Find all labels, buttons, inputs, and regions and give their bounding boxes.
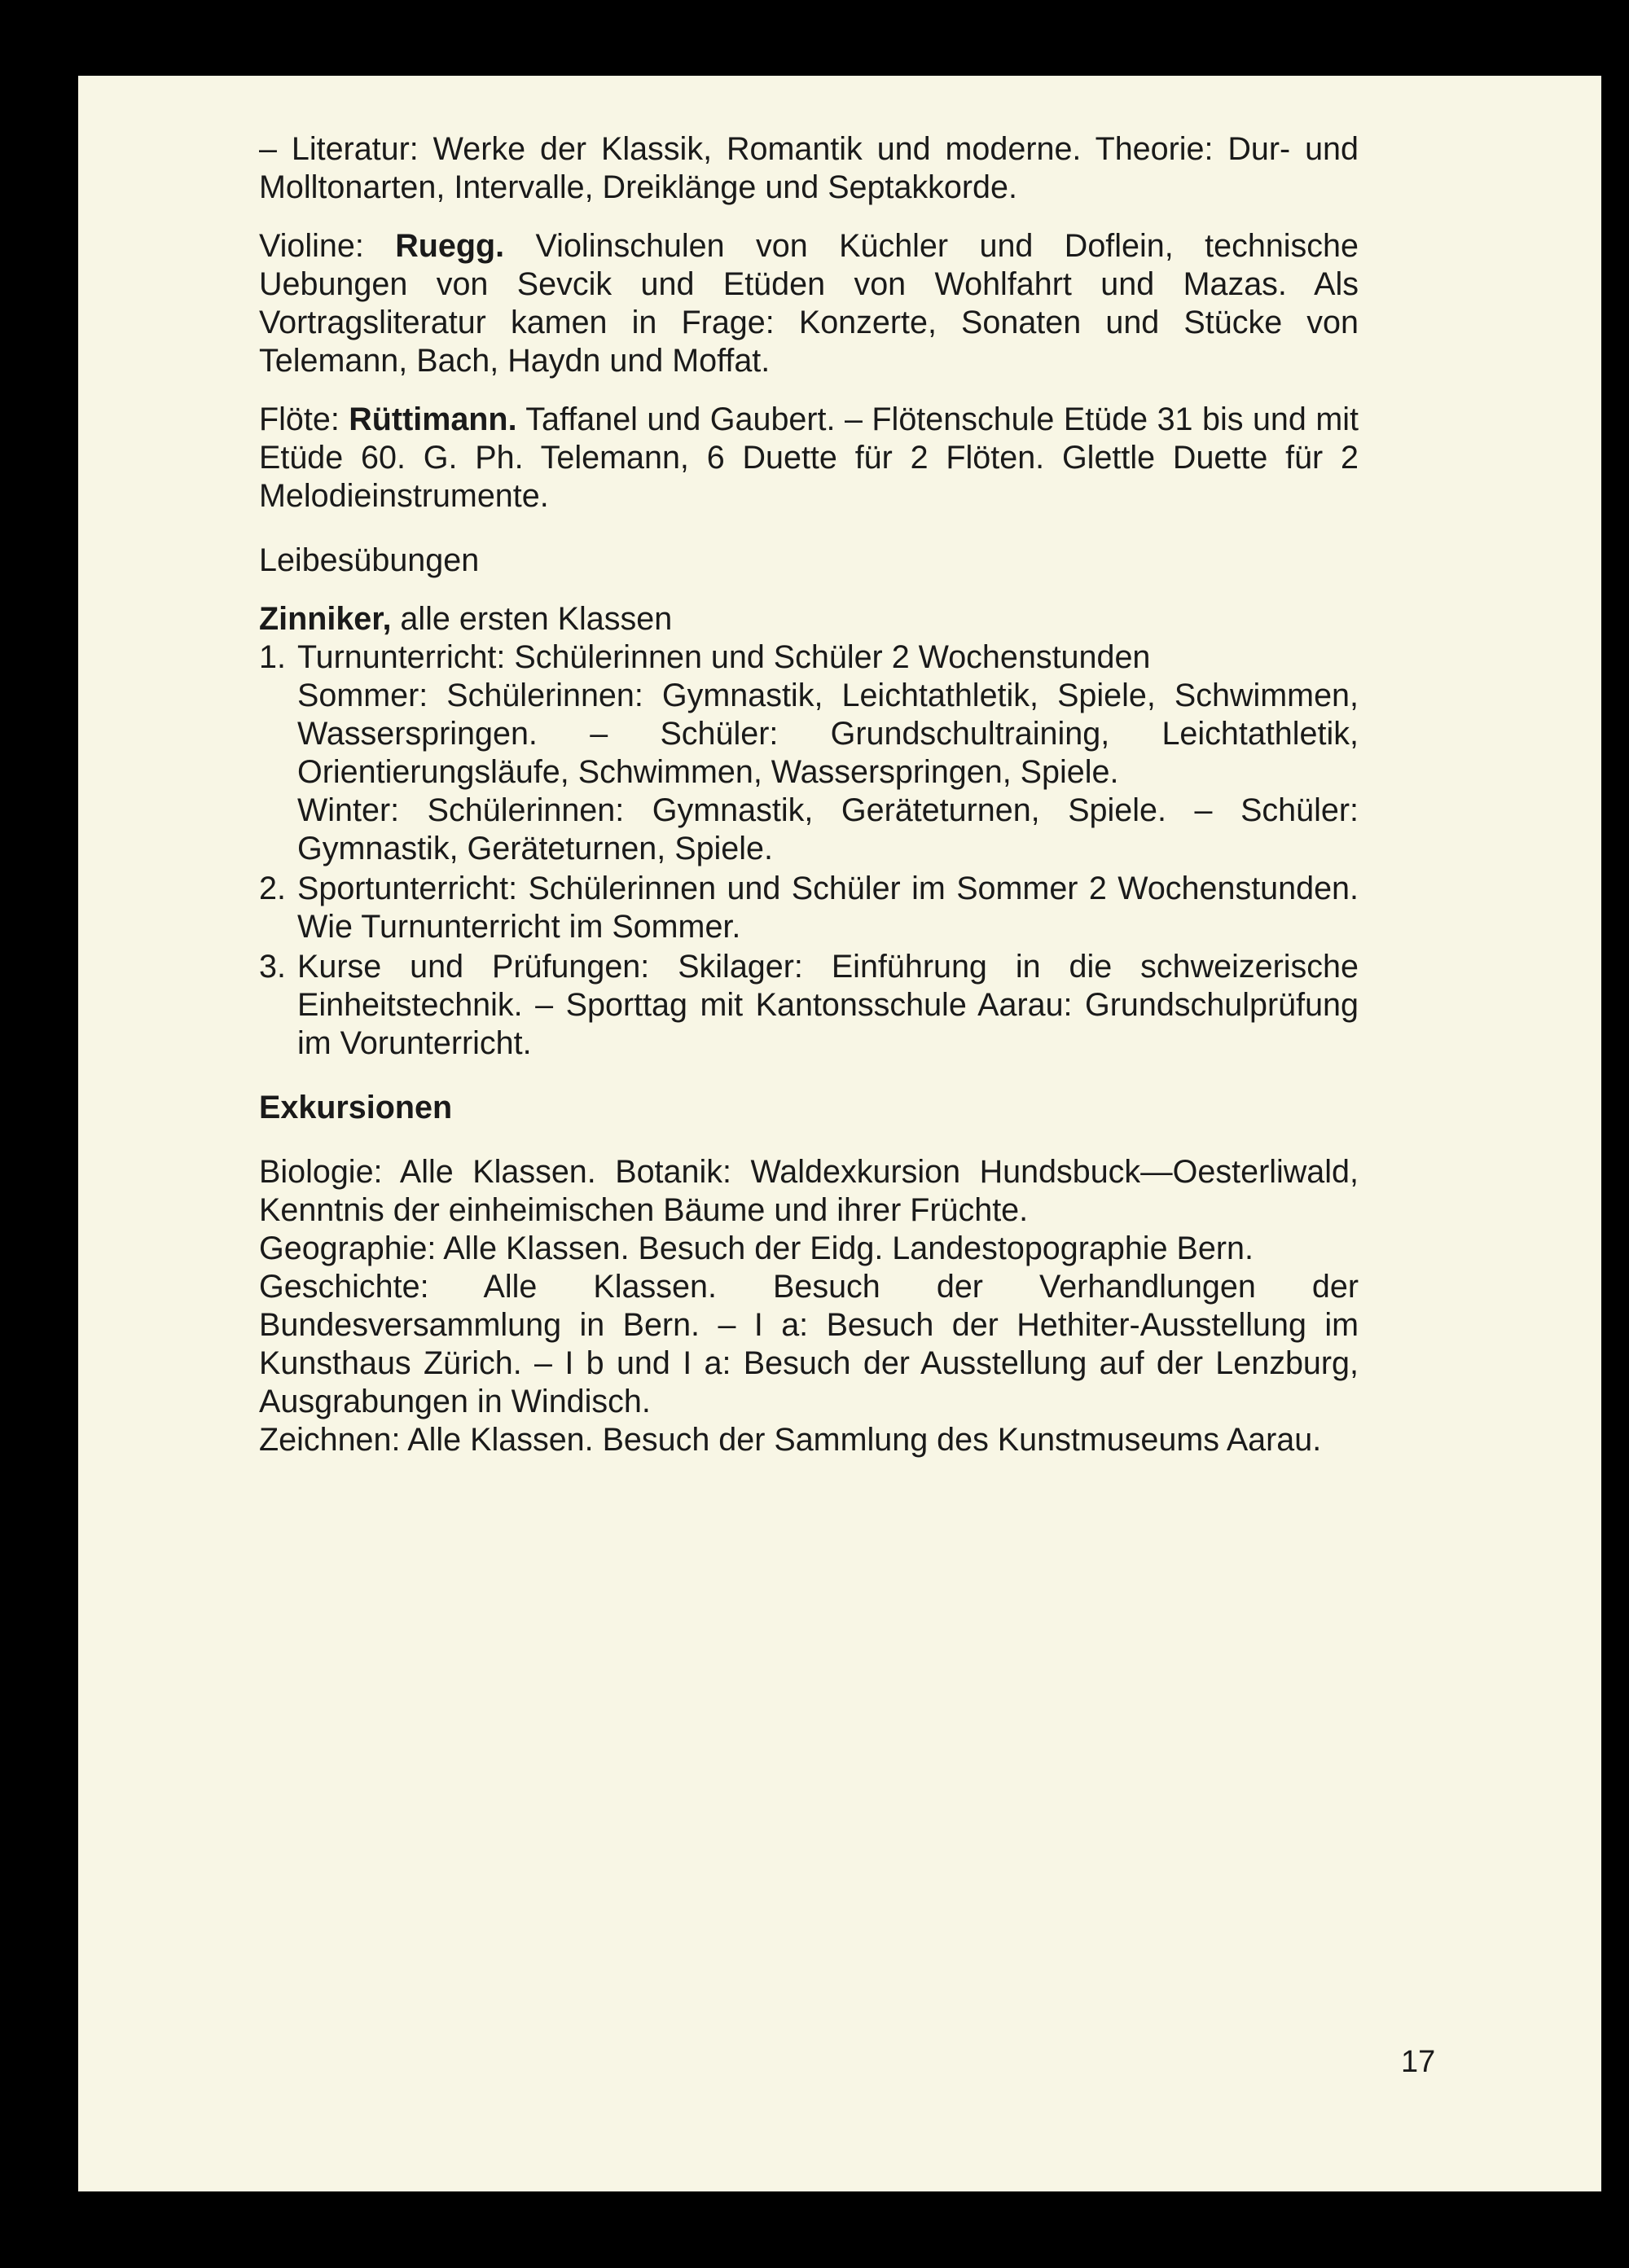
list-item (259, 948, 1359, 1063)
leibesuebungen-classes: alle ersten Klassen (391, 601, 673, 637)
page-number: 17 (1401, 2045, 1436, 2079)
exkursion-geographie: Geographie: Alle Klassen. Besuch der Eidg. Landestopographie Bern. (259, 1231, 1254, 1266)
list-item-number: 2. (259, 871, 286, 906)
violine-text: Violinschulen von Küchler und Doflein, technische Uebungen von Sevcik und Etüden von Wohlfahrt und Mazas. Als Vortragsliteratur kamen in Frage: Konzerte, Sonaten und Stücke von Telemann, Bach, Haydn und Moffat. (259, 228, 1359, 379)
floete-paragraph (259, 401, 1359, 515)
list-item-title: Turnunterricht: Schülerinnen und Schüler 2 Wochenstunden (297, 639, 1151, 675)
exkursionen-heading (259, 1089, 1359, 1127)
violine-paragraph (259, 227, 1359, 380)
list-item (259, 870, 1359, 946)
klavier-literatur-paragraph: – Literatur: Werke der Klassik, Romantik und moderne. Theorie: Dur- und Molltonarten, Intervalle, Dreiklänge und Septakkorde. (259, 131, 1359, 205)
leibesuebungen-teacher-line (259, 600, 1359, 638)
leibesuebungen-heading: Leibesübungen (259, 542, 480, 578)
list-item-number: 3. (259, 949, 286, 985)
exkursion-zeichnen: Zeichnen: Alle Klassen. Besuch der Sammlung des Kunstmuseums Aarau. (259, 1422, 1322, 1458)
floete-label: Flöte: (259, 401, 349, 437)
turnunterricht-sommer: Sommer: Schülerinnen: Gymnastik, Leichtathletik, Spiele, Schwimmen, Wasserspringen. – Schüler: Grundschultraining, Leichtathletik, Orientierungsläufe, Schwimmen, Wasserspringen, Spiele. (297, 678, 1359, 790)
floete-teacher: Rüttimann. (349, 401, 517, 437)
exkursion-biologie: Biologie: Alle Klassen. Botanik: Waldexkursion Hundsbuck—Oesterliwald, Kenntnis der einheimischen Bäume und ihrer Früchte. (259, 1154, 1359, 1228)
turnunterricht-winter: Winter: Schülerinnen: Gymnastik, Geräteturnen, Spiele. – Schüler: Gymnastik, Geräteturnen, Spiele. (297, 792, 1359, 866)
violine-label: Violine: (259, 228, 396, 264)
violine-teacher: Ruegg. (395, 228, 505, 264)
list-item-text: Kurse und Prüfungen: Skilager: Einführung in die schweizerische Einheitstechnik. – Sporttag mit Kantonsschule Aarau: Grundschulprüfung im Vorunterricht. (297, 949, 1359, 1061)
list-item (259, 638, 1359, 868)
floete-text: Taffanel und Gaubert. – Flötenschule Etüde 31 bis und mit Etüde 60. G. Ph. Telemann, 6 Duette für 2 Flöten. Glettle Duette für 2 Melodieinstrumente. (259, 401, 1359, 514)
exkursion-geschichte: Geschichte: Alle Klassen. Besuch der Verhandlungen der Bundesversammlung in Bern. – I a: Besuch der Hethiter-Ausstellung im Kunsthaus Zürich. – I b und I a: Besuch der Ausstellung auf der Lenzburg, Ausgrabungen in Windisch. (259, 1269, 1359, 1419)
list-item-text: Sportunterricht: Schülerinnen und Schüler im Sommer 2 Wochenstunden. Wie Turnunterricht im Sommer. (297, 871, 1359, 945)
list-item-number: 1. (259, 639, 286, 675)
leibesuebungen-teacher: Zinniker, (259, 601, 392, 637)
page-content (259, 130, 1359, 1459)
exkursionen-heading-text: Exkursionen (259, 1090, 453, 1125)
